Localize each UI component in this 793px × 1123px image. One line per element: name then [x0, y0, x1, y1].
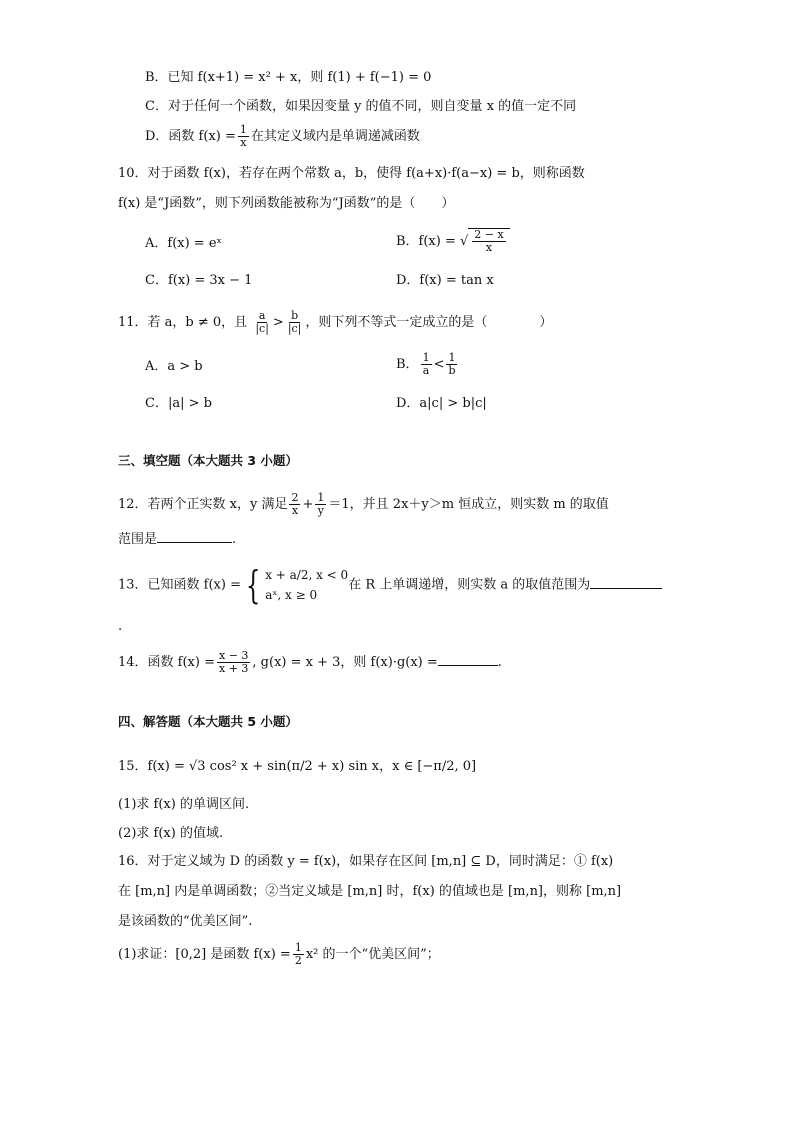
q13-cases — [265, 565, 348, 605]
q9-option-b: B．已知 f(x+1) = x² + x，则 f(1) + f(−1) = 0 — [145, 70, 432, 85]
q10-stem-line2: f(x) 是“J函数”，则下列函数能被称为“J函数”的是（ ） — [118, 196, 455, 211]
q12-plus: + — [302, 497, 314, 512]
left-brace-icon: { — [245, 563, 261, 607]
q11-b-d2: b — [448, 364, 456, 377]
q13-answer-blank[interactable] — [590, 576, 662, 589]
q12-n2: 1 — [317, 491, 325, 504]
q11-b-prefix: B． — [396, 357, 419, 372]
q14-frac — [217, 650, 250, 675]
q11-option-b — [396, 352, 460, 377]
q14-prefix: 14．函数 f(x) = — [118, 655, 215, 670]
q11-option-a: A．a > b — [145, 359, 203, 374]
section-heading-solutions: 四、解答题（本大题共 5 小题） — [118, 714, 298, 729]
q10-option-b: B．f(x) = √ $\frac{2 - x}{x}$ — [396, 228, 510, 254]
q11-gt: > — [272, 315, 284, 330]
q11-frac1 — [253, 310, 271, 335]
q11-frac1-den: |c| — [255, 322, 269, 335]
q12-stem-line2: 范围是 . — [118, 532, 237, 547]
q11-frac2-den: |c| — [287, 322, 302, 335]
q11-frac2 — [286, 310, 304, 335]
q16-p1-num: 1 — [294, 941, 302, 954]
q10-option-c: C．f(x) = 3x − 1 — [145, 273, 253, 288]
q16-part1 — [118, 942, 440, 967]
q11-b-frac1 — [421, 352, 432, 377]
q15-part1: (1)求 f(x) 的单调区间. — [118, 797, 250, 812]
q12-d1: x — [291, 504, 299, 517]
q11-frac1-num: a — [258, 309, 266, 322]
q12-frac2 — [315, 492, 326, 517]
q12-suffix: ＝1，并且 2x＋y＞m 恒成立，则实数 m 的取值 — [328, 497, 609, 512]
q9-d-den: x — [240, 136, 247, 149]
q14-den: x + 3 — [219, 662, 249, 675]
q16-p1-frac — [293, 942, 304, 967]
q11-frac2-num: b — [291, 309, 299, 322]
q12-answer-blank[interactable] — [157, 530, 232, 543]
q9-d-suffix: 在其定义域内是单调递减函数 — [250, 129, 420, 144]
q16-stem-line1: 16．对于定义域为 D 的函数 y = f(x)，如果存在区间 [m,n] ⊆ D，同时满足：① f(x) — [118, 854, 614, 869]
q11-b-d1: a — [422, 364, 430, 377]
q13-dot: . — [118, 619, 123, 634]
q11-b-frac2 — [446, 352, 457, 377]
q11-b-n2: 1 — [448, 351, 456, 364]
q14-mid: , g(x) = x + 3，则 f(x)·g(x) = — [252, 655, 438, 670]
q10-stem-line1: 10．对于函数 f(x)，若存在两个常数 a，b，使得 f(a+x)·f(a−x) = b，则称函数 — [118, 166, 585, 181]
q10-b-fraction — [472, 229, 505, 254]
q12-stem-line1 — [118, 492, 609, 517]
q9-d-num: 1 — [239, 123, 247, 136]
q11-b-n1: 1 — [422, 351, 430, 364]
q13-case1: x + a/2, x < 0 — [265, 568, 349, 582]
q11-option-c: C．|a| > b — [145, 396, 212, 411]
q14-stem — [118, 650, 502, 675]
q10-option-a: A．f(x) = eˣ — [145, 236, 223, 251]
q13-stem — [118, 565, 662, 605]
q9-option-d — [145, 124, 420, 149]
q10-b-prefix: B．f(x) = — [396, 234, 456, 249]
q10-b-den: x — [485, 241, 493, 254]
q10-b-num: 2 − x — [474, 228, 504, 241]
q11-prefix: 11．若 a，b ≠ 0，且 — [118, 315, 248, 330]
q12-prefix: 12．若两个正实数 x，y 满足 — [118, 497, 288, 512]
q12-d2: y — [317, 504, 324, 517]
q13-suffix: 在 R 上单调递增，则实数 a 的取值范围为 — [348, 577, 591, 593]
q16-stem-line3: 是该函数的“优美区间”. — [118, 914, 253, 929]
q9-option-c: C．对于任何一个函数，如果因变量 y 的值不同，则自变量 x 的值一定不同 — [145, 99, 577, 114]
q12-n1: 2 — [291, 491, 299, 504]
q16-p1-den: 2 — [294, 954, 302, 967]
q11-stem — [118, 310, 552, 335]
q11-b-lt: < — [433, 357, 445, 372]
q16-stem-line2: 在 [m,n] 内是单调函数；②当定义域是 [m,n] 时，f(x) 的值域也是 [m,n]，则称 [m,n] — [118, 884, 622, 899]
q14-end: . — [497, 655, 502, 670]
q15-stem: 15．f(x) = √3 cos² x + sin(π/2 + x) sin x，x ∈ [−π/2, 0] — [118, 759, 477, 774]
q10-option-d: D．f(x) = tan x — [396, 273, 494, 288]
q14-num: x − 3 — [219, 649, 249, 662]
q11-option-d: D．a|c| > b|c| — [396, 396, 487, 411]
q16-p1-prefix: (1)求证：[0,2] 是函数 f(x) = — [118, 947, 291, 962]
q10-b-radical — [468, 228, 509, 254]
q13-prefix: 13．已知函数 f(x) = — [118, 577, 241, 593]
q15-part2: (2)求 f(x) 的值域. — [118, 826, 224, 841]
q13-case2: aˣ, x ≥ 0 — [265, 588, 318, 602]
q11-suffix: ，则下列不等式一定成立的是（ ） — [305, 315, 553, 330]
q9-d-fraction — [238, 124, 249, 149]
q14-answer-blank[interactable] — [438, 653, 498, 666]
q16-p1-suffix: x² 的一个“优美区间”； — [305, 947, 440, 962]
section-heading-fill-in: 三、填空题（本大题共 3 小题） — [118, 453, 298, 468]
q9-d-prefix: D．函数 f(x) = — [145, 129, 236, 144]
q12-line2-text: 范围是 — [118, 532, 158, 547]
q12-frac1 — [289, 492, 300, 517]
